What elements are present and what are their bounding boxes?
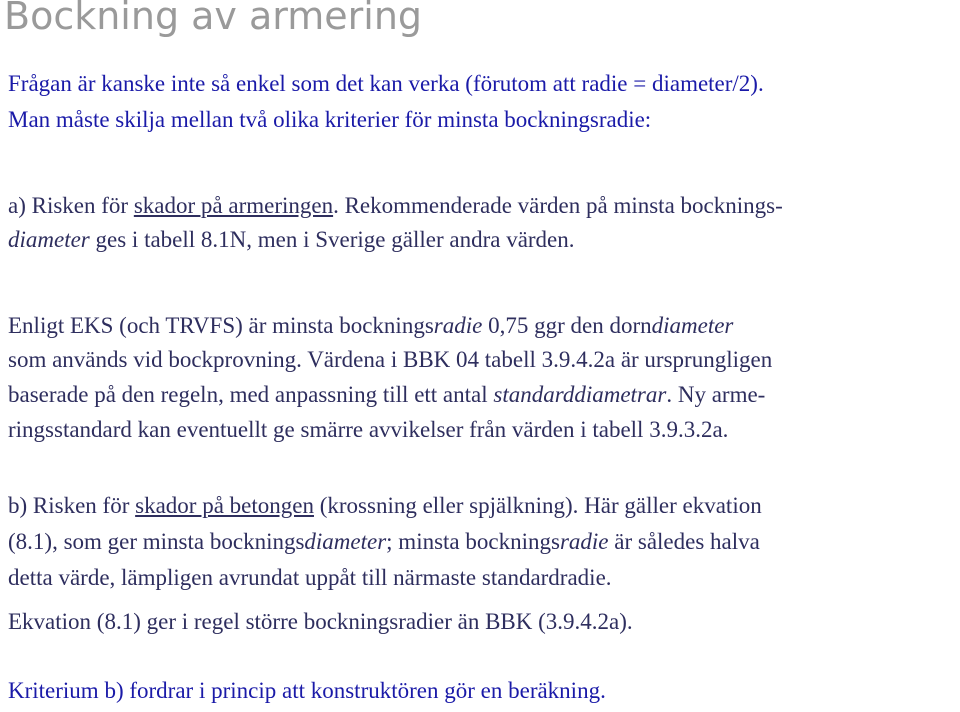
criterion-a-link: skador på armeringen bbox=[133, 193, 334, 218]
criterion-a-italic: diameter bbox=[8, 227, 90, 252]
criterion-b-line-1 bbox=[8, 492, 762, 520]
criterion-b-italic-diameter: diameter bbox=[304, 529, 387, 554]
criterion-b-line-2 bbox=[8, 528, 760, 556]
slide-title: Bockning av armering bbox=[4, 0, 423, 38]
eks-text-c: 0,75 ggr den dorn bbox=[482, 313, 652, 338]
eks-italic-radie: radie bbox=[433, 313, 483, 338]
conclusion: Kriterium b) fordrar i princip att konstruktören gör en beräkning. bbox=[8, 678, 606, 703]
eks-italic-standarddiametrar: standarddiametrar bbox=[493, 382, 667, 407]
intro-line-2: Man måste skilja mellan två olika kriterier för minsta bockningsradie: bbox=[8, 107, 652, 132]
criterion-b-link: skador på betongen bbox=[135, 493, 314, 518]
criterion-a-prefix: a) Risken för bbox=[8, 193, 134, 218]
eks-line-4: ringsstandard kan eventuellt ge smärre avvikelser från värden i tabell 3.9.3.2a. bbox=[8, 417, 729, 442]
eks-line-2: som används vid bockprovning. Värdena i BBK 04 tabell 3.9.4.2a är ursprungligen bbox=[8, 347, 773, 372]
criterion-b-rest: (krossning eller spjälkning). Här gäller ekvation bbox=[313, 493, 762, 518]
criterion-a-line-1 bbox=[8, 192, 783, 220]
eks-line-1 bbox=[8, 312, 733, 340]
criterion-a-rest: . Rekommenderade värden på minsta bocknings- bbox=[333, 193, 783, 218]
eks-italic-diameter: diameter bbox=[651, 313, 734, 338]
criterion-a-line-2-rest: ges i tabell 8.1N, men i Sverige gäller andra värden. bbox=[89, 227, 575, 252]
criterion-b-line-3: detta värde, lämpligen avrundat uppåt till närmaste standardradie. bbox=[8, 565, 612, 590]
criterion-b-line-2-c: ; minsta bocknings bbox=[386, 529, 560, 554]
eks-line-3-c: . Ny arme- bbox=[666, 382, 766, 407]
equation-note: Ekvation (8.1) ger i regel större bockningsradier än BBK (3.9.4.2a). bbox=[8, 609, 633, 634]
criterion-b-prefix: b) Risken för bbox=[8, 493, 136, 518]
eks-line-3 bbox=[8, 381, 765, 409]
criterion-b-italic-radie: radie bbox=[559, 529, 609, 554]
intro-line-1: Frågan är kanske inte så enkel som det kan verka (förutom att radie = diameter/2). bbox=[8, 71, 764, 96]
criterion-b-line-2-a: (8.1), som ger minsta bocknings bbox=[8, 529, 305, 554]
eks-text-a: Enligt EKS (och TRVFS) är minsta bocknings bbox=[8, 313, 434, 338]
criterion-a-line-2 bbox=[8, 226, 575, 254]
criterion-b-line-2-e: är således halva bbox=[608, 529, 760, 554]
eks-line-3-a: baserade på den regeln, med anpassning till ett antal bbox=[8, 382, 494, 407]
